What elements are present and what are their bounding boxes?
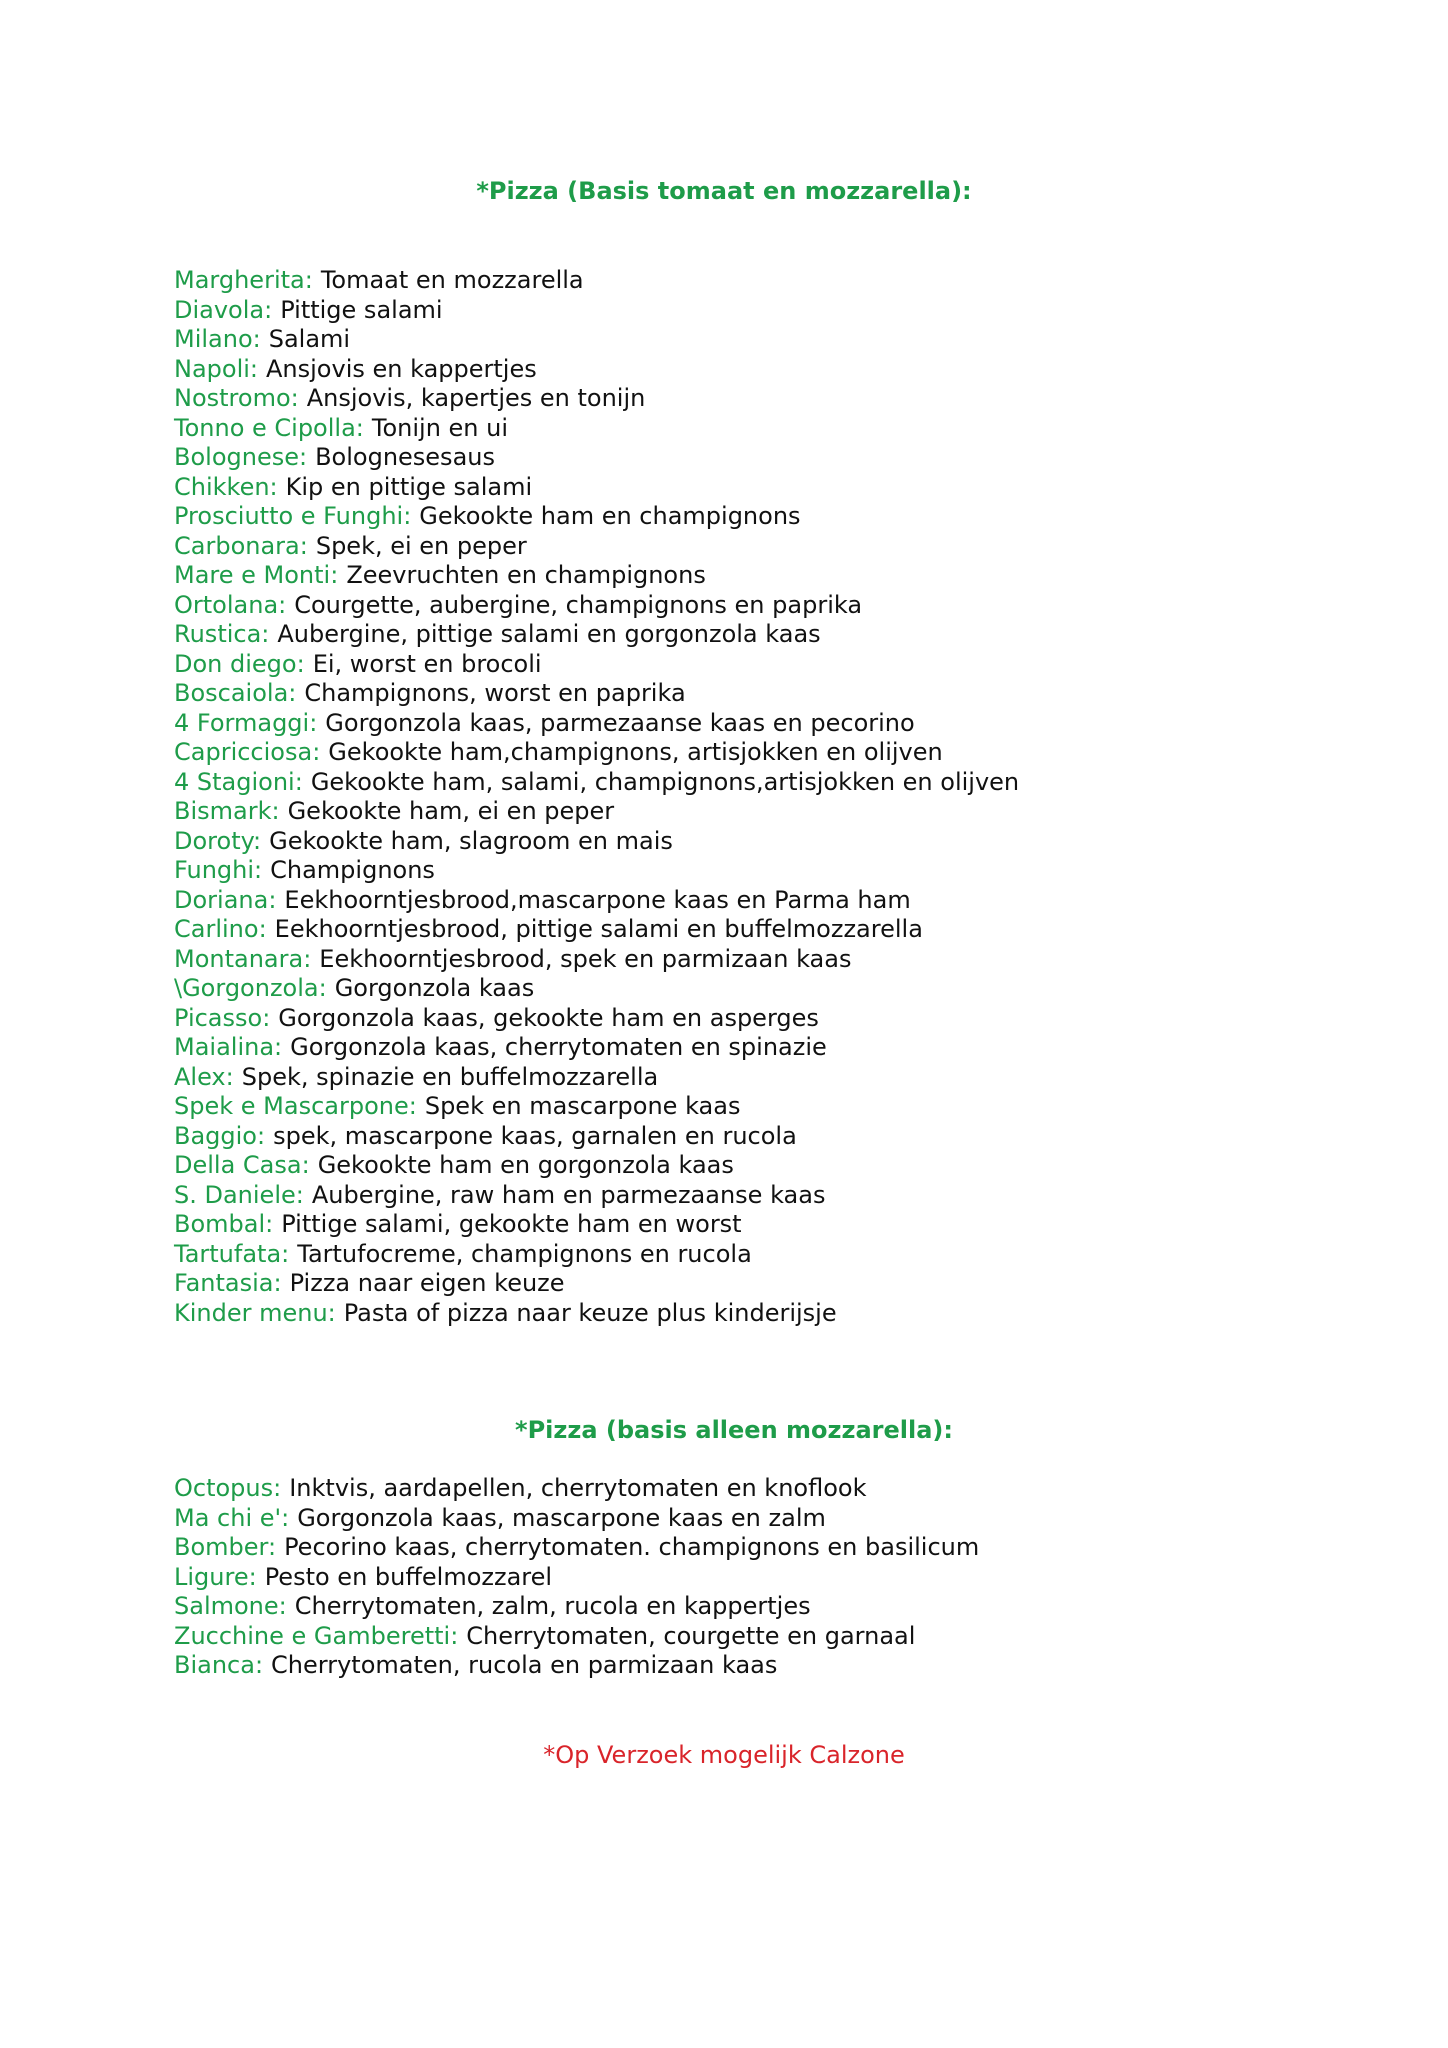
menu-item — [174, 856, 1374, 886]
menu-item — [174, 1004, 1374, 1034]
pizza-ingredients: Gekookte ham,champignons, artisjokken en olijven — [328, 738, 943, 766]
pizza-name: Salmone: — [174, 1592, 287, 1620]
pizza-name: Carlino: — [174, 915, 267, 943]
pizza-ingredients: Gorgonzola kaas, parmezaanse kaas en pecorino — [325, 708, 915, 737]
pizza-name: Capricciosa: — [174, 738, 321, 766]
pizza-name: Chikken: — [174, 472, 278, 501]
menu-item — [174, 1299, 1374, 1329]
menu-item — [174, 1092, 1374, 1122]
pizza-name: Napoli: — [174, 354, 258, 383]
pizza-name: Bolognese: — [174, 443, 308, 471]
pizza-ingredients: Pecorino kaas, cherrytomaten. champignons en basilicum — [284, 1533, 980, 1561]
pizza-name: Montanara: — [174, 944, 312, 973]
pizza-ingredients: Eekhoorntjesbrood, spek en parmizaan kaas — [319, 944, 852, 973]
pizza-ingredients: Pasta of pizza naar keuze plus kinderijsje — [343, 1298, 837, 1327]
menu-item — [174, 296, 1374, 326]
pizza-name: Ma chi e': — [174, 1503, 290, 1532]
pizza-name: Bianca: — [174, 1651, 264, 1679]
pizza-name: Carbonara: — [174, 531, 308, 560]
menu-item — [174, 974, 1374, 1004]
menu-item — [174, 473, 1374, 503]
pizza-ingredients: Champignons, worst en paprika — [304, 679, 686, 707]
section-title-mozzarella-base: *Pizza (basis alleen mozzarella): — [515, 1416, 953, 1444]
pizza-name: \Gorgonzola: — [174, 974, 327, 1002]
pizza-ingredients: Inktvis, aardapellen, cherrytomaten en knoflook — [289, 1474, 867, 1502]
pizza-ingredients: Pizza naar eigen keuze — [289, 1269, 565, 1297]
menu-item — [174, 650, 1374, 680]
menu-item — [174, 797, 1374, 827]
pizza-name: Mare e Monti: — [174, 561, 339, 589]
pizza-ingredients: Ansjovis en kappertjes — [266, 354, 537, 383]
pizza-ingredients: Spek, ei en peper — [315, 531, 527, 560]
pizza-ingredients: Gekookte ham, salami, champignons,artisjokken en olijven — [310, 767, 1020, 796]
pizza-name: Fantasia: — [174, 1269, 282, 1297]
menu-item — [174, 355, 1374, 385]
pizza-ingredients: Gekookte ham, ei en peper — [287, 797, 615, 825]
pizza-ingredients: Eekhoorntjesbrood, pittige salami en buffelmozzarella — [274, 915, 923, 943]
pizza-ingredients: Eekhoorntjesbrood,mascarpone kaas en Parma ham — [284, 885, 911, 914]
pizza-ingredients: Spek en mascarpone kaas — [424, 1092, 741, 1120]
menu-item — [174, 1033, 1374, 1063]
pizza-ingredients: Gekookte ham en champignons — [419, 502, 801, 530]
menu-item — [174, 414, 1374, 444]
menu-item — [174, 620, 1374, 650]
pizza-ingredients: Pittige salami, gekookte ham en worst — [281, 1210, 742, 1238]
pizza-name: Diavola: — [174, 295, 273, 324]
pizza-name: S. Daniele: — [174, 1180, 304, 1209]
menu-item — [174, 915, 1374, 945]
pizza-ingredients: Ansjovis, kapertjes en tonijn — [306, 384, 646, 412]
menu-item — [174, 1651, 1374, 1681]
menu-item — [174, 1122, 1374, 1152]
pizza-name: Boscaiola: — [174, 679, 297, 707]
pizza-name: Nostromo: — [174, 384, 299, 412]
menu-item — [174, 945, 1374, 975]
pizza-name: Maialina: — [174, 1033, 283, 1061]
section-title-tomato-base: *Pizza (Basis tomaat en mozzarella): — [476, 177, 972, 205]
pizza-name: Picasso: — [174, 1003, 271, 1032]
menu-item — [174, 266, 1374, 296]
pizza-list-tomato-base — [174, 266, 1374, 1328]
pizza-ingredients: spek, mascarpone kaas, garnalen en rucola — [273, 1121, 797, 1150]
pizza-ingredients: Champignons — [270, 856, 435, 884]
pizza-ingredients: Bolognesesaus — [315, 443, 495, 471]
pizza-ingredients: Cherrytomaten, rucola en parmizaan kaas — [271, 1651, 778, 1679]
pizza-name: 4 Formaggi: — [174, 708, 318, 737]
pizza-name: Octopus: — [174, 1474, 282, 1502]
pizza-ingredients: Tonijn en ui — [371, 413, 509, 442]
pizza-ingredients: Pittige salami — [280, 295, 443, 324]
pizza-name: Bismark: — [174, 797, 280, 825]
pizza-ingredients: Cherrytomaten, zalm, rucola en kappertjes — [294, 1592, 811, 1620]
pizza-name: Bombal: — [174, 1210, 274, 1238]
pizza-ingredients: Tartufocreme, champignons en rucola — [297, 1239, 752, 1268]
pizza-name: Ortolana: — [174, 590, 287, 619]
menu-item — [174, 1181, 1374, 1211]
pizza-ingredients: Pesto en buffelmozzarel — [264, 1562, 553, 1591]
menu-item — [174, 1622, 1374, 1652]
pizza-name: Margherita: — [174, 266, 313, 294]
pizza-ingredients: Cherrytomaten, courgette en garnaal — [466, 1621, 916, 1650]
menu-item — [174, 561, 1374, 591]
menu-item — [174, 768, 1374, 798]
pizza-ingredients: Kip en pittige salami — [285, 472, 533, 501]
pizza-name: Bomber: — [174, 1533, 277, 1561]
pizza-ingredients: Aubergine, raw ham en parmezaanse kaas — [311, 1180, 826, 1209]
menu-item — [174, 679, 1374, 709]
menu-item — [174, 1210, 1374, 1240]
pizza-ingredients: Gorgonzola kaas — [334, 974, 535, 1002]
pizza-ingredients: Aubergine, pittige salami en gorgonzola kaas — [277, 620, 821, 648]
pizza-name: Funghi: — [174, 856, 263, 884]
pizza-name: Prosciutto e Funghi: — [174, 502, 412, 530]
pizza-name: Zucchine e Gamberetti: — [174, 1621, 459, 1650]
pizza-ingredients: Zeevruchten en champignons — [346, 561, 706, 589]
pizza-ingredients: Gorgonzola kaas, mascarpone kaas en zalm — [297, 1503, 826, 1532]
pizza-name: Doriana: — [174, 885, 277, 914]
pizza-name: Ligure: — [174, 1562, 257, 1591]
menu-item — [174, 325, 1374, 355]
pizza-name: Baggio: — [174, 1121, 266, 1150]
pizza-ingredients: Courgette, aubergine, champignons en paprika — [294, 590, 863, 619]
pizza-name: Tonno e Cipolla: — [174, 413, 364, 442]
menu-item — [174, 532, 1374, 562]
pizza-ingredients: Tomaat en mozzarella — [320, 266, 584, 294]
pizza-ingredients: Salami — [268, 325, 351, 353]
menu-item — [174, 1563, 1374, 1593]
pizza-ingredients: Gorgonzola kaas, cherrytomaten en spinazie — [290, 1033, 827, 1061]
pizza-ingredients: Spek, spinazie en buffelmozzarella — [241, 1062, 659, 1091]
pizza-name: Don diego: — [174, 649, 305, 678]
menu-item — [174, 827, 1374, 857]
menu-item — [174, 1063, 1374, 1093]
pizza-ingredients: Ei, worst en brocoli — [312, 649, 542, 678]
pizza-ingredients: Gekookte ham, slagroom en mais — [269, 826, 673, 855]
pizza-name: Spek e Mascarpone: — [174, 1092, 417, 1120]
menu-item — [174, 886, 1374, 916]
menu-item — [174, 1151, 1374, 1181]
pizza-ingredients: Gorgonzola kaas, gekookte ham en asperges — [278, 1003, 819, 1032]
menu-item — [174, 1592, 1374, 1622]
pizza-name: Alex: — [174, 1062, 234, 1091]
menu-item — [174, 1504, 1374, 1534]
calzone-note: *Op Verzoek mogelijk Calzone — [543, 1741, 905, 1769]
pizza-name: Tartufata: — [174, 1239, 290, 1268]
pizza-ingredients: Gekookte ham en gorgonzola kaas — [317, 1151, 734, 1179]
pizza-name: Milano: — [174, 325, 261, 353]
menu-item — [174, 1269, 1374, 1299]
menu-item — [174, 1533, 1374, 1563]
pizza-list-mozzarella-base — [174, 1474, 1374, 1681]
menu-item — [174, 591, 1374, 621]
pizza-name: Kinder menu: — [174, 1298, 336, 1327]
pizza-name: 4 Stagioni: — [174, 767, 303, 796]
pizza-name: Della Casa: — [174, 1151, 310, 1179]
menu-item — [174, 1474, 1374, 1504]
menu-item — [174, 384, 1374, 414]
menu-item — [174, 738, 1374, 768]
menu-item — [174, 709, 1374, 739]
pizza-name: Rustica: — [174, 620, 270, 648]
menu-item — [174, 443, 1374, 473]
menu-item — [174, 502, 1374, 532]
menu-item — [174, 1240, 1374, 1270]
pizza-name: Doroty: — [174, 826, 262, 855]
